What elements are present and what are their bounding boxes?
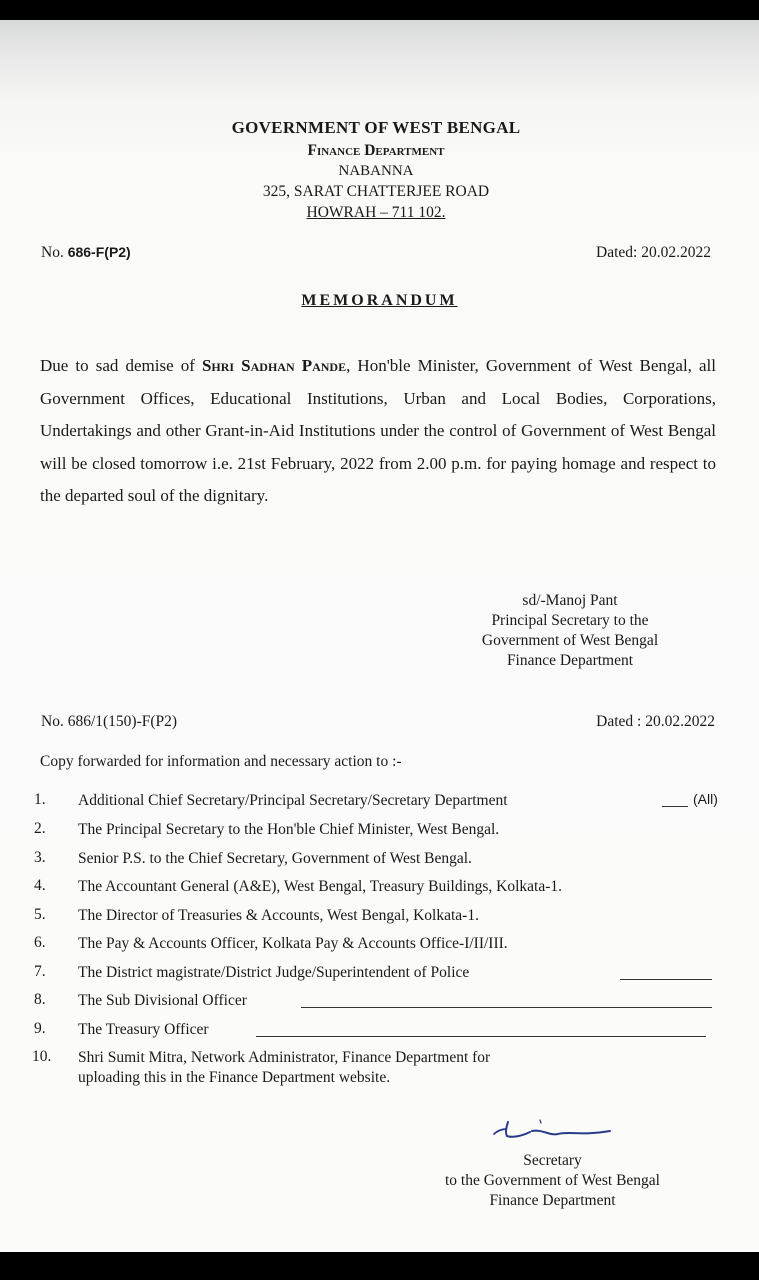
memorandum-title: MEMORANDUM (301, 292, 458, 309)
signatory-block-1 (440, 591, 700, 671)
memo-date: Dated: 20.02.2022 (596, 244, 711, 261)
signatory-name: sd/-Manoj Pant (522, 592, 618, 609)
signatory-block-2 (400, 1151, 705, 1211)
copy-date: Dated : 20.02.2022 (596, 713, 715, 730)
signatory-department: Finance Department (489, 1192, 616, 1209)
street-address: 325, SARAT CHATTERJEE ROAD (262, 183, 490, 200)
city-address: HOWRAH – 711 102. (306, 204, 446, 221)
memo-number: No. 686-F(P2) (41, 244, 131, 261)
memorandum-document: GOVERNMENT OF WEST BENGAL Finance Department NABANNA 325, SARAT CHATTERJEE ROAD HOWRAH – 711 102. No. 686-F(P2) Dated: 20.02.2022 MEMORANDUM Due to sad demise of Shri Sadhan Pande, Hon'ble Minister, Government of West Bengal, all Government Offices, Educational Institutions, Urban and Local Bodies, Corporations, Undertakings and other Grant-in-Aid Institutions under the control of Government of West Bengal will be closed tomorrow i.e. 21st February, 2022 from 2.00 p.m. for paying homage and respect to the departed soul of the dignitary. sd/-Manoj Pant Principal Secretary to the Government of West Bengal Finance Department No. 686/1(150)-F(P2) Dated : 20.02.2022 Copy forwarded for information and necessary action to :- 1. Additional Chief Secretary/Principal Secretary/Secretary Department (All) 2. The Principal Secretary to the Hon'ble Chief Minister, West Bengal. 3. Senior P.S. to the Chief Secretary, Government of West Bengal. 4. The Accountant General (A&E), West Bengal, Treasury Buildings, Kolkata-1. 5. The Director of Treasuries & Accounts, West Bengal, Kolkata-1. 6. The Pay & Accounts Officer, Kolkata Pay & Accounts Office-I/II/III. 7. The District magistrate/District Judge/Superintendent of Police 8. The Sub Divisional Officer 9. The Treasury Officer 10. Shri Sumit Mitra, Network Administrator, Finance Department for uploading this in the Finance Department website. Secretary to the Government of West Bengal Finance Department (0, 20, 759, 1252)
department-heading: Finance Department (307, 142, 445, 159)
memo-body: Due to sad demise of Shri Sadhan Pande, Hon'ble Minister, Government of West Bengal, all Government Offices, Educational Institutions, Urban and Local Bodies, Corporations, Undertakings and other Grant-in-Aid Institutions under the control of Government of West Bengal will be closed tomorrow i.e. 21st February, 2022 from 2.00 p.m. for paying homage and respect to the departed soul of the dignitary. (40, 356, 717, 505)
building-name: NABANNA (338, 163, 414, 179)
minister-name: Shri Sadhan Pande (201, 356, 347, 375)
signatory-government: Government of West Bengal (481, 632, 659, 649)
government-heading: GOVERNMENT OF WEST BENGAL (231, 118, 521, 137)
copy-intro: Copy forwarded for information and necessary action to :- (40, 753, 402, 770)
signatory-government: to the Government of West Bengal (445, 1172, 660, 1189)
signatory-title: Secretary (523, 1152, 582, 1169)
signatory-department: Finance Department (506, 652, 634, 669)
signatory-title: Principal Secretary to the (491, 612, 649, 629)
signature-mark (492, 1114, 617, 1154)
copy-number: No. 686/1(150)-F(P2) (41, 713, 178, 730)
